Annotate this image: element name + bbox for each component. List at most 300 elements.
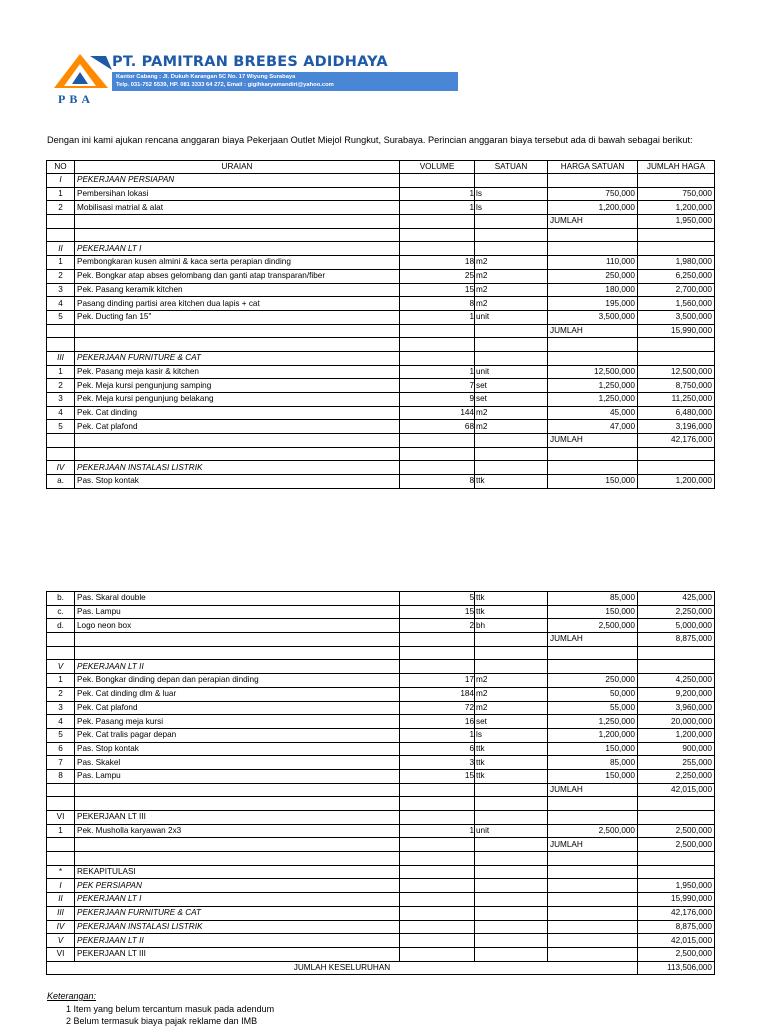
row-unit-price: 110,000 bbox=[548, 256, 638, 270]
row-description: Pek. Pasang meja kursi bbox=[75, 715, 400, 729]
row-volume bbox=[400, 811, 475, 825]
company-name: PT. PAMITRAN BREBES ADIDHAYA bbox=[112, 54, 388, 70]
row-amount bbox=[638, 351, 715, 365]
row-unit-price bbox=[548, 934, 638, 948]
row-description: Pek. Meja kursi pengunjung belakang bbox=[75, 393, 400, 407]
row-volume: 144 bbox=[400, 406, 475, 420]
row-number bbox=[47, 783, 75, 797]
row-description: Pek. Cat plafond bbox=[75, 701, 400, 715]
row-amount: 2,250,000 bbox=[638, 769, 715, 783]
table-row bbox=[47, 715, 715, 729]
row-unit: m2 bbox=[475, 701, 548, 715]
row-unit-price: JUMLAH bbox=[548, 633, 638, 647]
table-row bbox=[47, 228, 715, 242]
row-description bbox=[75, 646, 400, 660]
row-volume bbox=[400, 783, 475, 797]
budget-table-part2 bbox=[46, 591, 715, 975]
row-volume bbox=[400, 215, 475, 229]
row-amount bbox=[638, 461, 715, 475]
row-unit-price bbox=[548, 646, 638, 660]
table-row bbox=[47, 324, 715, 338]
row-number bbox=[47, 797, 75, 811]
row-amount: 6,250,000 bbox=[638, 269, 715, 283]
row-amount bbox=[638, 338, 715, 352]
row-unit bbox=[475, 434, 548, 448]
row-unit-price: 1,250,000 bbox=[548, 715, 638, 729]
row-description: Pek. Pasang meja kasir & kitchen bbox=[75, 365, 400, 379]
row-amount: 42,176,000 bbox=[638, 906, 715, 920]
row-volume bbox=[400, 947, 475, 961]
row-unit-price bbox=[548, 660, 638, 674]
row-amount bbox=[638, 447, 715, 461]
row-unit bbox=[475, 242, 548, 256]
row-description: PEK PERSIAPAN bbox=[75, 879, 400, 893]
row-amount: 8,875,000 bbox=[638, 920, 715, 934]
row-amount bbox=[638, 646, 715, 660]
table-row bbox=[47, 947, 715, 961]
row-amount: 1,200,000 bbox=[638, 475, 715, 489]
row-volume: 8 bbox=[400, 475, 475, 489]
row-unit-price: JUMLAH bbox=[548, 215, 638, 229]
row-description: Pek. Bongkar dinding depan dan perapian dinding bbox=[75, 674, 400, 688]
row-unit bbox=[475, 324, 548, 338]
row-description: Pek. Cat tralis pagar depan bbox=[75, 728, 400, 742]
header-satuan: SATUAN bbox=[475, 161, 548, 174]
table-row bbox=[47, 187, 715, 201]
row-unit-price: JUMLAH bbox=[548, 783, 638, 797]
row-number: 3 bbox=[47, 701, 75, 715]
row-unit-price: JUMLAH bbox=[548, 434, 638, 448]
row-number: I bbox=[47, 174, 75, 188]
row-description: PEKERJAAN LT II bbox=[75, 660, 400, 674]
row-number bbox=[47, 215, 75, 229]
row-unit-price bbox=[548, 447, 638, 461]
row-unit: ttk bbox=[475, 756, 548, 770]
row-amount: 2,500,000 bbox=[638, 824, 715, 838]
row-unit-price: 47,000 bbox=[548, 420, 638, 434]
row-volume: 5 bbox=[400, 592, 475, 606]
table-row bbox=[47, 769, 715, 783]
row-number bbox=[47, 228, 75, 242]
row-number: VI bbox=[47, 811, 75, 825]
row-number: V bbox=[47, 934, 75, 948]
row-unit: ttk bbox=[475, 475, 548, 489]
table-row bbox=[47, 674, 715, 688]
row-unit-price: 50,000 bbox=[548, 687, 638, 701]
row-description: Pembersihan lokasi bbox=[75, 187, 400, 201]
row-number: b. bbox=[47, 592, 75, 606]
grand-total-row bbox=[47, 961, 715, 975]
row-amount: 2,500,000 bbox=[638, 838, 715, 852]
row-amount: 2,500,000 bbox=[638, 947, 715, 961]
table-row bbox=[47, 783, 715, 797]
row-number: I bbox=[47, 879, 75, 893]
row-number: a. bbox=[47, 475, 75, 489]
table-row bbox=[47, 893, 715, 907]
table-header-row bbox=[47, 161, 715, 174]
row-description bbox=[75, 215, 400, 229]
row-unit-price: 2,500,000 bbox=[548, 619, 638, 633]
row-number: 3 bbox=[47, 283, 75, 297]
row-unit bbox=[475, 893, 548, 907]
row-number bbox=[47, 838, 75, 852]
row-amount bbox=[638, 852, 715, 866]
header-volume: VOLUME bbox=[400, 161, 475, 174]
row-unit-price bbox=[548, 947, 638, 961]
row-amount: 12,500,000 bbox=[638, 365, 715, 379]
row-volume bbox=[400, 865, 475, 879]
row-number: 2 bbox=[47, 379, 75, 393]
row-amount: 3,500,000 bbox=[638, 310, 715, 324]
row-unit-price bbox=[548, 174, 638, 188]
row-unit bbox=[475, 174, 548, 188]
row-volume bbox=[400, 434, 475, 448]
row-description: Pek. Cat dinding bbox=[75, 406, 400, 420]
row-amount: 255,000 bbox=[638, 756, 715, 770]
table-row bbox=[47, 934, 715, 948]
table-row bbox=[47, 592, 715, 606]
row-amount bbox=[638, 242, 715, 256]
row-unit-price bbox=[548, 893, 638, 907]
row-unit-price bbox=[548, 865, 638, 879]
row-description: Mobilisasi matrial & alat bbox=[75, 201, 400, 215]
row-volume bbox=[400, 893, 475, 907]
table-row bbox=[47, 242, 715, 256]
table-row bbox=[47, 201, 715, 215]
row-volume bbox=[400, 174, 475, 188]
row-number: 6 bbox=[47, 742, 75, 756]
row-unit: unit bbox=[475, 365, 548, 379]
table-row bbox=[47, 351, 715, 365]
row-unit-price: 150,000 bbox=[548, 605, 638, 619]
row-unit: ttk bbox=[475, 592, 548, 606]
row-description: Pas. Stop kontak bbox=[75, 475, 400, 489]
row-unit-price: 45,000 bbox=[548, 406, 638, 420]
row-unit-price: 1,250,000 bbox=[548, 379, 638, 393]
row-description: Pek. Musholla karyawan 2x3 bbox=[75, 824, 400, 838]
row-volume: 18 bbox=[400, 256, 475, 270]
row-unit bbox=[475, 852, 548, 866]
row-description bbox=[75, 324, 400, 338]
row-amount: 11,250,000 bbox=[638, 393, 715, 407]
row-volume bbox=[400, 906, 475, 920]
table-row bbox=[47, 742, 715, 756]
row-volume bbox=[400, 228, 475, 242]
row-unit: ls bbox=[475, 728, 548, 742]
row-unit-price: 150,000 bbox=[548, 742, 638, 756]
table-row bbox=[47, 393, 715, 407]
row-unit: ttk bbox=[475, 769, 548, 783]
row-unit-price: 250,000 bbox=[548, 269, 638, 283]
row-volume bbox=[400, 852, 475, 866]
row-number: * bbox=[47, 865, 75, 879]
row-description: PEKERJAAN INSTALASI LISTRIK bbox=[75, 461, 400, 475]
row-unit-price: 12,500,000 bbox=[548, 365, 638, 379]
row-unit: ttk bbox=[475, 742, 548, 756]
row-amount: 20,000,000 bbox=[638, 715, 715, 729]
row-number: 5 bbox=[47, 420, 75, 434]
row-unit-price bbox=[548, 906, 638, 920]
row-volume bbox=[400, 920, 475, 934]
row-unit-price: 150,000 bbox=[548, 769, 638, 783]
table-row bbox=[47, 605, 715, 619]
row-amount bbox=[638, 660, 715, 674]
row-unit-price: 1,200,000 bbox=[548, 728, 638, 742]
row-unit bbox=[475, 906, 548, 920]
row-unit-price: 1,250,000 bbox=[548, 393, 638, 407]
note-item: 1 Item yang belum tercantum masuk pada adendum bbox=[66, 1004, 275, 1014]
row-unit-price: 3,500,000 bbox=[548, 310, 638, 324]
row-unit bbox=[475, 338, 548, 352]
row-volume bbox=[400, 879, 475, 893]
row-description: Pas. Stop kontak bbox=[75, 742, 400, 756]
row-number: 1 bbox=[47, 674, 75, 688]
row-unit: m2 bbox=[475, 269, 548, 283]
table-row bbox=[47, 646, 715, 660]
row-unit-price: 195,000 bbox=[548, 297, 638, 311]
row-number: III bbox=[47, 351, 75, 365]
row-description bbox=[75, 633, 400, 647]
row-volume: 9 bbox=[400, 393, 475, 407]
table-row bbox=[47, 838, 715, 852]
row-number: d. bbox=[47, 619, 75, 633]
row-amount: 1,980,000 bbox=[638, 256, 715, 270]
row-amount: 3,196,000 bbox=[638, 420, 715, 434]
row-unit-price: 1,200,000 bbox=[548, 201, 638, 215]
row-unit: m2 bbox=[475, 687, 548, 701]
row-volume: 17 bbox=[400, 674, 475, 688]
row-number: II bbox=[47, 893, 75, 907]
row-unit bbox=[475, 797, 548, 811]
row-unit bbox=[475, 351, 548, 365]
row-description: Pek. Ducting fan 15" bbox=[75, 310, 400, 324]
row-number: 4 bbox=[47, 297, 75, 311]
row-unit-price bbox=[548, 228, 638, 242]
row-unit: ttk bbox=[475, 605, 548, 619]
row-unit-price: 85,000 bbox=[548, 592, 638, 606]
table-row bbox=[47, 406, 715, 420]
table-row bbox=[47, 461, 715, 475]
row-unit-price bbox=[548, 879, 638, 893]
row-number: 2 bbox=[47, 201, 75, 215]
row-description bbox=[75, 852, 400, 866]
letterhead bbox=[50, 48, 460, 108]
row-number bbox=[47, 447, 75, 461]
row-unit: unit bbox=[475, 824, 548, 838]
row-description: Logo neon box bbox=[75, 619, 400, 633]
table-row bbox=[47, 633, 715, 647]
row-volume: 8 bbox=[400, 297, 475, 311]
row-unit bbox=[475, 447, 548, 461]
table-row bbox=[47, 434, 715, 448]
row-description: PEKERJAAN FURNITURE & CAT bbox=[75, 906, 400, 920]
row-description: Pek. Bongkar atap abses gelombang dan ganti atap transparan/fiber bbox=[75, 269, 400, 283]
row-description bbox=[75, 838, 400, 852]
row-amount: 1,200,000 bbox=[638, 728, 715, 742]
row-unit bbox=[475, 947, 548, 961]
row-amount: 42,015,000 bbox=[638, 934, 715, 948]
row-volume bbox=[400, 461, 475, 475]
row-unit: bh bbox=[475, 619, 548, 633]
row-unit: m2 bbox=[475, 297, 548, 311]
row-unit: ls bbox=[475, 201, 548, 215]
table-row bbox=[47, 283, 715, 297]
row-number bbox=[47, 633, 75, 647]
row-description: Pasang dinding partisi area kitchen dua lapis + cat bbox=[75, 297, 400, 311]
row-description bbox=[75, 434, 400, 448]
row-amount: 8,875,000 bbox=[638, 633, 715, 647]
row-number bbox=[47, 434, 75, 448]
row-amount: 900,000 bbox=[638, 742, 715, 756]
row-description: PEKERJAAN LT I bbox=[75, 242, 400, 256]
row-volume: 1 bbox=[400, 201, 475, 215]
row-unit: set bbox=[475, 393, 548, 407]
table-row bbox=[47, 619, 715, 633]
header-jumlah: JUMLAH HAGA bbox=[638, 161, 715, 174]
row-amount: 425,000 bbox=[638, 592, 715, 606]
row-unit bbox=[475, 646, 548, 660]
row-volume: 2 bbox=[400, 619, 475, 633]
row-number: 7 bbox=[47, 756, 75, 770]
row-unit: set bbox=[475, 379, 548, 393]
row-volume: 68 bbox=[400, 420, 475, 434]
row-number bbox=[47, 852, 75, 866]
row-amount: 9,200,000 bbox=[638, 687, 715, 701]
row-unit bbox=[475, 934, 548, 948]
row-unit bbox=[475, 633, 548, 647]
table-row bbox=[47, 920, 715, 934]
row-unit-price bbox=[548, 351, 638, 365]
table-row bbox=[47, 906, 715, 920]
row-number: 1 bbox=[47, 824, 75, 838]
row-amount: 2,250,000 bbox=[638, 605, 715, 619]
row-number: 1 bbox=[47, 187, 75, 201]
row-amount: 1,950,000 bbox=[638, 879, 715, 893]
row-volume: 7 bbox=[400, 379, 475, 393]
row-unit bbox=[475, 228, 548, 242]
row-number: 2 bbox=[47, 687, 75, 701]
row-unit: set bbox=[475, 715, 548, 729]
row-number: V bbox=[47, 660, 75, 674]
row-number bbox=[47, 646, 75, 660]
row-description: PEKERJAAN PERSIAPAN bbox=[75, 174, 400, 188]
row-number: IV bbox=[47, 461, 75, 475]
row-unit-price bbox=[548, 797, 638, 811]
table-row bbox=[47, 256, 715, 270]
row-volume bbox=[400, 660, 475, 674]
row-unit: m2 bbox=[475, 256, 548, 270]
table-row bbox=[47, 756, 715, 770]
row-volume: 15 bbox=[400, 605, 475, 619]
row-amount bbox=[638, 811, 715, 825]
row-unit-price: 180,000 bbox=[548, 283, 638, 297]
notes-title: Keterangan: bbox=[47, 991, 97, 1001]
grand-total-value: 113,506,000 bbox=[638, 961, 715, 975]
row-volume bbox=[400, 797, 475, 811]
row-description: PEKERJAAN INSTALASI LISTRIK bbox=[75, 920, 400, 934]
table-row bbox=[47, 447, 715, 461]
row-description: PEKERJAAN LT III bbox=[75, 811, 400, 825]
row-amount: 1,200,000 bbox=[638, 201, 715, 215]
row-number: IV bbox=[47, 920, 75, 934]
row-volume bbox=[400, 324, 475, 338]
table-row bbox=[47, 297, 715, 311]
row-description: Pek. Cat plafond bbox=[75, 420, 400, 434]
row-amount: 1,560,000 bbox=[638, 297, 715, 311]
company-contact: Telp. 031-752 5539, HP. 081 3333 64 272, Email : gigihkaryamandiri@yahoo.com bbox=[116, 82, 334, 88]
row-description: Pas. Skaral double bbox=[75, 592, 400, 606]
row-number bbox=[47, 324, 75, 338]
header-no: NO bbox=[47, 161, 75, 174]
row-description bbox=[75, 797, 400, 811]
table-row bbox=[47, 379, 715, 393]
row-unit: ls bbox=[475, 187, 548, 201]
table-row bbox=[47, 811, 715, 825]
row-description: Pas. Lampu bbox=[75, 769, 400, 783]
table-row bbox=[47, 174, 715, 188]
row-volume bbox=[400, 838, 475, 852]
table-row bbox=[47, 824, 715, 838]
table-row bbox=[47, 215, 715, 229]
row-volume bbox=[400, 242, 475, 256]
row-unit bbox=[475, 461, 548, 475]
row-unit bbox=[475, 865, 548, 879]
row-number: 1 bbox=[47, 256, 75, 270]
row-amount: 750,000 bbox=[638, 187, 715, 201]
row-volume bbox=[400, 646, 475, 660]
row-description: PEKERJAAN LT I bbox=[75, 893, 400, 907]
row-volume: 1 bbox=[400, 824, 475, 838]
row-volume bbox=[400, 338, 475, 352]
row-amount bbox=[638, 797, 715, 811]
row-unit: m2 bbox=[475, 283, 548, 297]
header-uraian: URAIAN bbox=[75, 161, 400, 174]
row-description: Pek. Pasang keramik kitchen bbox=[75, 283, 400, 297]
row-volume: 72 bbox=[400, 701, 475, 715]
row-amount: 6,480,000 bbox=[638, 406, 715, 420]
row-description: PEKERJAAN LT III bbox=[75, 947, 400, 961]
row-unit: m2 bbox=[475, 406, 548, 420]
row-amount bbox=[638, 228, 715, 242]
row-volume bbox=[400, 351, 475, 365]
row-number: 5 bbox=[47, 728, 75, 742]
row-amount: 2,700,000 bbox=[638, 283, 715, 297]
row-description: Pek. Cat dinding dlm & luar bbox=[75, 687, 400, 701]
row-unit-price: 150,000 bbox=[548, 475, 638, 489]
row-volume: 15 bbox=[400, 283, 475, 297]
table-row bbox=[47, 365, 715, 379]
row-description: Pas. Lampu bbox=[75, 605, 400, 619]
row-number: c. bbox=[47, 605, 75, 619]
row-amount: 15,990,000 bbox=[638, 893, 715, 907]
row-amount: 4,250,000 bbox=[638, 674, 715, 688]
row-amount: 42,176,000 bbox=[638, 434, 715, 448]
row-unit-price: 2,500,000 bbox=[548, 824, 638, 838]
row-volume: 1 bbox=[400, 187, 475, 201]
row-volume: 15 bbox=[400, 769, 475, 783]
note-item: 2 Belum termasuk biaya pajak reklame dan IMB bbox=[66, 1016, 258, 1026]
row-unit: m2 bbox=[475, 420, 548, 434]
row-number: II bbox=[47, 242, 75, 256]
intro-paragraph: Dengan ini kami ajukan rencana anggaran biaya Pekerjaan Outlet Miejol Rungkut, Surabaya. Perincian anggaran biaya tersebut ada di bawah sebagai berikut: bbox=[47, 135, 693, 145]
row-description: PEKERJAAN FURNITURE & CAT bbox=[75, 351, 400, 365]
row-amount: 5,000,000 bbox=[638, 619, 715, 633]
row-amount: 1,950,000 bbox=[638, 215, 715, 229]
row-unit-price bbox=[548, 338, 638, 352]
table-row bbox=[47, 701, 715, 715]
row-unit-price: 55,000 bbox=[548, 701, 638, 715]
row-unit-price: 750,000 bbox=[548, 187, 638, 201]
